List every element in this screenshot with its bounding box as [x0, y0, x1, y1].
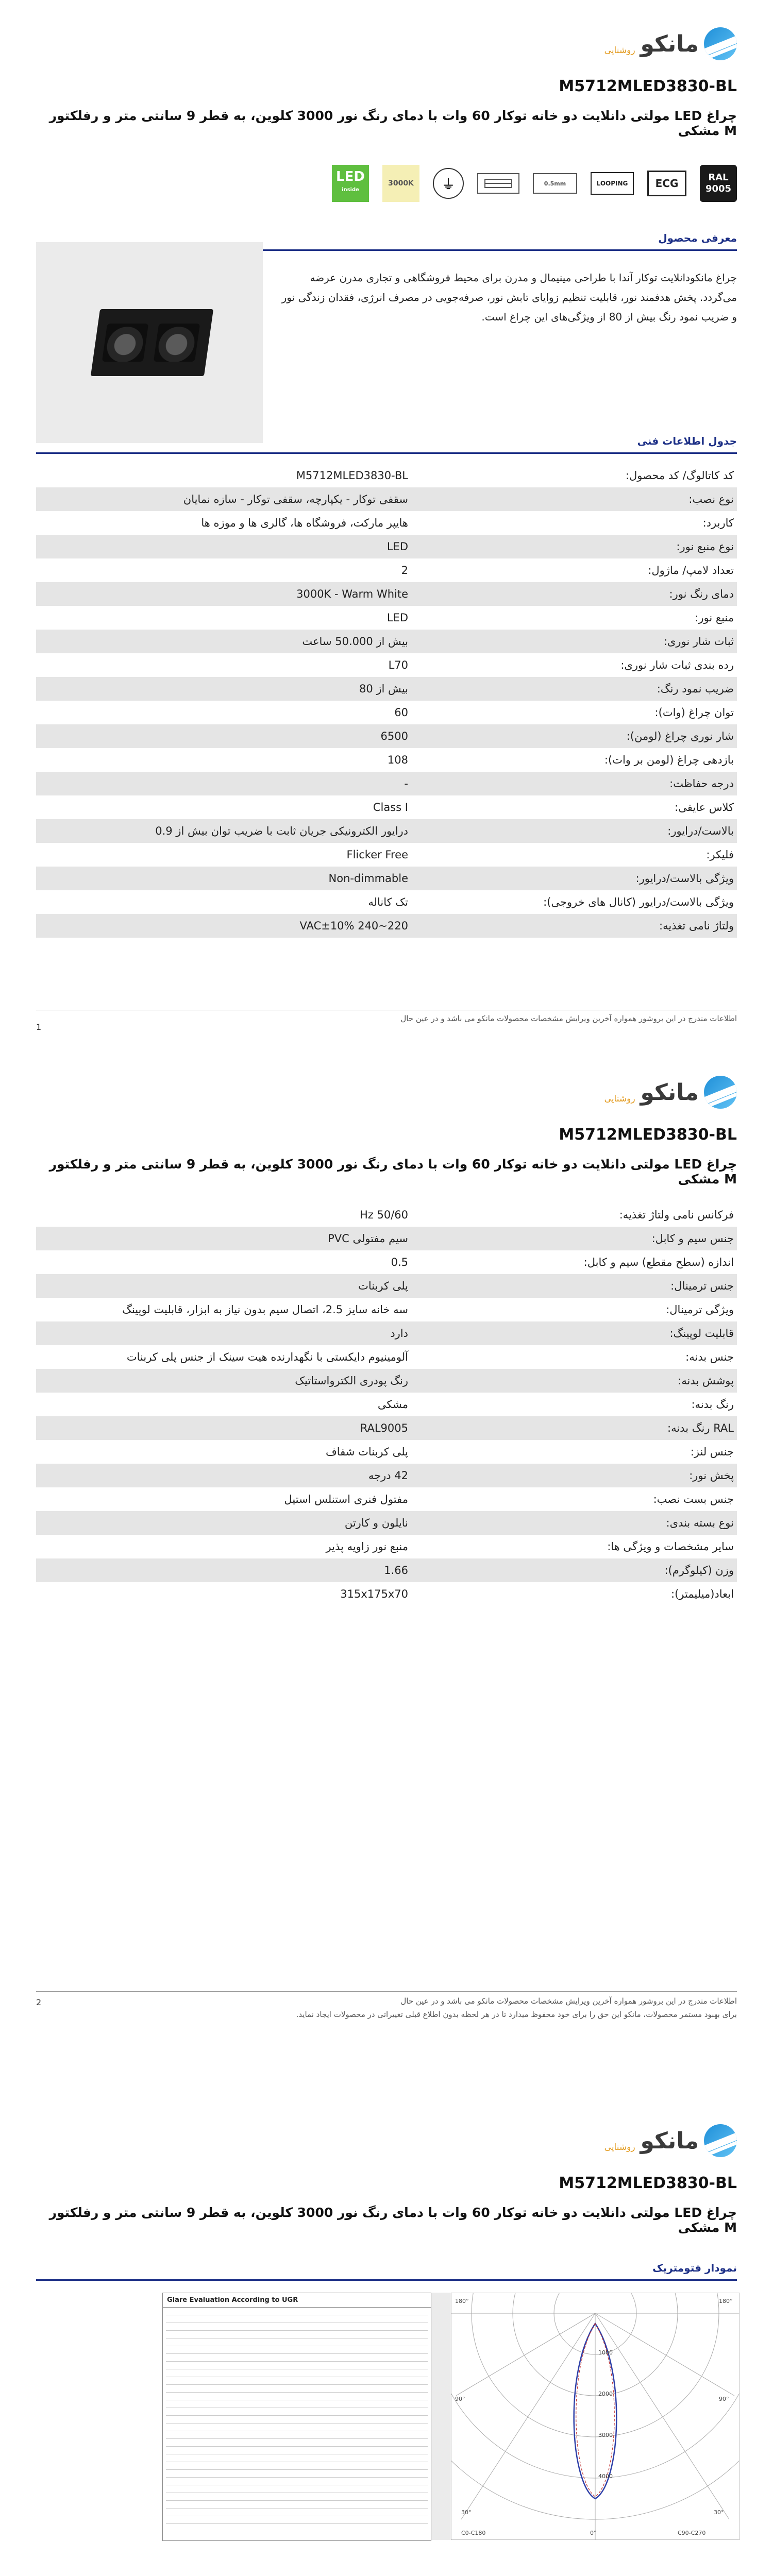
brand-logo	[604, 1074, 737, 1110]
spec-value: دارد	[36, 1321, 411, 1345]
spec-row	[36, 1558, 737, 1582]
polar-angle-90-right: 90°	[719, 2396, 729, 2402]
footer-line-2: برای بهبود مستمر محصولات، مانکو این حق را برای خود محفوظ میدارد تا در هر لحظه بدون اطلاع قبلی تغییراتی در محصولات ایجاد نماید.	[296, 2010, 737, 2019]
spec-row	[36, 487, 737, 511]
spec-label: دمای رنگ نور:	[411, 582, 737, 606]
led-icon	[332, 165, 369, 202]
glare-row	[166, 2501, 428, 2509]
glare-row	[166, 2416, 428, 2424]
spec-row	[36, 1345, 737, 1369]
spec-label: وزن (کیلوگرم):	[411, 1558, 737, 1582]
spec-value: Class I	[373, 801, 408, 814]
spec-value: 1.66	[36, 1558, 411, 1582]
spec-row	[36, 1487, 737, 1511]
spec-row	[36, 1369, 737, 1393]
glare-row	[166, 2493, 428, 2501]
page-2	[0, 1048, 773, 2094]
glare-row	[166, 2509, 428, 2516]
polar-angle-30-right: 30°	[714, 2509, 724, 2516]
spec-label: رده بندی ثبات شار نوری:	[620, 659, 734, 671]
page-number: 2	[36, 1997, 42, 2007]
spec-value: مفتول فنری استنلس استیل	[284, 1493, 408, 1505]
spec-row	[36, 653, 737, 677]
glare-row	[166, 2408, 428, 2416]
brand-name: مانکو	[640, 1079, 699, 1106]
glare-row	[166, 2385, 428, 2393]
spec-row	[36, 724, 737, 748]
spec-value: بیش از 50.000 ساعت	[36, 630, 411, 653]
brand-mark-icon	[704, 27, 737, 60]
footer-divider	[36, 1991, 737, 1992]
section-photometric	[36, 2261, 737, 2281]
spec-row	[36, 1227, 737, 1250]
spec-value: سقفی توکار - یکپارچه، سقفی توکار - سازه نمایان	[36, 487, 411, 511]
glare-row	[166, 2377, 428, 2385]
product-code: M5712MLED3830-BL	[559, 1126, 737, 1144]
intro-text: چراغ‌ مانکو‌دانلایت توکار آندا با طراحی مینیمال و مدرن برای محیط فروشگاهی و تجاری مدرن عرضه می‌گردد. پخش هدفمند نور، قابلیت تنظیم زوایای تابش نور، صرفه‌جویی در مصرف انرژی، فقدان زندگی نور و ضریب نمود رنگ بیش از 80 از ویژگی‌های این چراغ است.	[281, 272, 737, 323]
ral-color-icon	[700, 165, 737, 202]
luminaire-illustration	[91, 309, 213, 376]
page-3	[0, 2097, 773, 2576]
glare-row	[166, 2439, 428, 2447]
spec-value: RAL9005	[36, 1416, 411, 1440]
glare-title: Glare Evaluation According to UGR	[163, 2293, 431, 2308]
product-code: M5712MLED3830-BL	[559, 77, 737, 95]
spec-label: ابعاد(میلیمتر):	[671, 1588, 734, 1600]
polar-tick-2000: 2000	[598, 2391, 613, 2397]
spec-label: کلاس عایقی:	[675, 801, 734, 814]
mounting-icon	[477, 173, 519, 194]
spec-value: 50/60 Hz	[359, 1209, 408, 1221]
polar-diagram	[451, 2293, 740, 2540]
spec-table-page-1	[36, 464, 737, 938]
spec-value: مشکی	[377, 1398, 408, 1411]
spec-value: 6500	[36, 724, 411, 748]
spec-row	[36, 843, 737, 867]
brand-name: مانکو	[640, 2127, 699, 2154]
glare-row	[166, 2400, 428, 2408]
led-sub: inside	[342, 187, 359, 193]
wire-size-icon: 0.5mm	[533, 173, 577, 194]
brand-mark-icon	[704, 1076, 737, 1109]
spec-row	[36, 558, 737, 582]
spec-value: هایپر مارکت، فروشگاه ها، گالری ها و موزه ها	[201, 517, 408, 529]
polar-tick-3000: 3000	[598, 2432, 613, 2438]
glare-row	[166, 2393, 428, 2400]
glare-row	[166, 2338, 428, 2346]
product-title: چراغ LED مولتی دانلایت دو خانه توکار 60 وات با دمای رنگ نور 3000 کلوین، به قطر 9 سانتی متر و رفلکتور M مشکی	[49, 1157, 737, 1187]
spec-value: 108	[387, 754, 408, 766]
page-1	[0, 0, 773, 1046]
spec-label: شار نوری چراغ (لومن):	[411, 724, 737, 748]
brand-logo	[604, 26, 737, 62]
brand-tagline: روشنایی	[604, 1094, 635, 1104]
looping-icon: LOOPING	[591, 172, 634, 195]
spec-value: 315x175x70	[340, 1588, 408, 1600]
glare-row	[166, 2478, 428, 2485]
spec-row	[36, 867, 737, 890]
spec-row	[36, 1535, 737, 1558]
spec-label: بالاست/درایور:	[411, 819, 737, 843]
spec-row	[36, 1274, 737, 1298]
spec-row	[36, 630, 737, 653]
spec-row	[36, 795, 737, 819]
spec-value: 42 درجه	[36, 1464, 411, 1487]
glare-row	[166, 2424, 428, 2431]
spec-value: Flicker Free	[346, 849, 408, 861]
spec-row	[36, 748, 737, 772]
glare-row	[166, 2346, 428, 2354]
spec-label: RAL رنگ بدنه:	[411, 1416, 737, 1440]
spec-label: نوع نصب:	[411, 487, 737, 511]
spec-value: M5712MLED3830-BL	[296, 469, 408, 482]
spec-row	[36, 606, 737, 630]
spec-value: منبع نور زاویه پذیر	[326, 1540, 408, 1553]
spec-label: جنس سیم و کابل:	[411, 1227, 737, 1250]
footer-note	[222, 1012, 737, 1025]
spec-value: LED	[386, 612, 408, 624]
spec-label: سایر مشخصات و ویژگی ها:	[607, 1540, 734, 1553]
spec-row	[36, 890, 737, 914]
spec-label: جنس بست نصب:	[653, 1493, 734, 1505]
spec-row	[36, 1440, 737, 1464]
brand-name: مانکو	[640, 30, 699, 57]
polar-tick-1000: 1000	[598, 2349, 613, 2356]
spec-row	[36, 1582, 737, 1606]
glare-row	[166, 2454, 428, 2462]
spec-label: قابلیت لوپینگ:	[411, 1321, 737, 1345]
spec-row	[36, 1416, 737, 1440]
spec-value: سیم مفتولی PVC	[36, 1227, 411, 1250]
glare-row	[166, 2447, 428, 2454]
spec-row	[36, 511, 737, 535]
brand-logo	[604, 2123, 737, 2159]
ecg-icon: ECG	[647, 171, 686, 196]
spec-label: ثبات شار نوری:	[411, 630, 737, 653]
product-code: M5712MLED3830-BL	[559, 2174, 737, 2192]
spec-row	[36, 677, 737, 701]
spec-label: اندازه (سطح مقطع) سیم و کابل:	[583, 1256, 734, 1268]
spec-value: -	[36, 772, 411, 795]
spec-value: L70	[388, 659, 408, 671]
page-number: 1	[36, 1022, 42, 1032]
ral-label: RAL	[708, 172, 729, 183]
spec-row	[36, 582, 737, 606]
spec-label: نوع منبع نور:	[411, 535, 737, 558]
spec-label: رنگ بدنه:	[691, 1398, 734, 1411]
spec-label: جنس لنز:	[690, 1446, 734, 1458]
photometric-figure	[162, 2293, 740, 2540]
spec-row	[36, 1203, 737, 1227]
polar-angle-90: 90°	[455, 2396, 465, 2402]
polar-tick-4000: 4000	[598, 2473, 613, 2480]
spec-row	[36, 1464, 737, 1487]
brand-tagline: روشنایی	[604, 45, 635, 56]
spec-label: ولتاژ نامی تغذیه:	[411, 914, 737, 938]
spec-value: نایلون و کارتن	[36, 1511, 411, 1535]
spec-table-page-2	[36, 1203, 737, 1606]
spec-value: 0.5	[391, 1256, 408, 1268]
glare-row	[166, 2362, 428, 2369]
spec-value: رنگ پودری الکترواستاتیک	[36, 1369, 411, 1393]
spec-value: 220~240 VAC±10%	[36, 914, 411, 938]
spec-label: نوع بسته بندی:	[411, 1511, 737, 1535]
spec-value: LED	[36, 535, 411, 558]
spec-value: 3000K - Warm White	[36, 582, 411, 606]
product-title: چراغ LED مولتی دانلایت دو خانه توکار 60 وات با دمای رنگ نور 3000 کلوین، به قطر 9 سانتی متر و رفلکتور M مشکی	[49, 2205, 737, 2235]
spec-label: ضریب نمود رنگ:	[411, 677, 737, 701]
spec-label: توان چراغ (وات):	[654, 706, 734, 719]
glare-row	[166, 2323, 428, 2331]
glare-row	[166, 2431, 428, 2439]
spec-row	[36, 535, 737, 558]
product-title: چراغ LED مولتی دانلایت دو خانه توکار 60 وات با دمای رنگ نور 3000 کلوین، به قطر 9 سانتی متر و رفلکتور M مشکی	[49, 108, 737, 138]
spec-value: درایور الکترونیکی جریان ثابت با ضریب توان بیش از 0.9	[36, 819, 411, 843]
polar-angle-180: 180°	[455, 2298, 469, 2304]
spec-row	[36, 772, 737, 795]
polar-angle-0: 0°	[590, 2530, 597, 2536]
spec-label: پخش نور:	[411, 1464, 737, 1487]
spec-value: بیش از 80	[36, 677, 411, 701]
spec-value: Non-dimmable	[36, 867, 411, 890]
spec-label: درجه حفاظت:	[411, 772, 737, 795]
color-temperature-icon: 3000K	[382, 165, 419, 202]
glare-row	[166, 2462, 428, 2470]
spec-value: 2	[401, 564, 408, 577]
polar-angle-30: 30°	[461, 2509, 472, 2516]
footer-line-1: اطلاعات مندرج در این بروشور همواره آخرین ویرایش مشخصات محصولات مانکو می باشد و در عین حال	[400, 1014, 737, 1023]
spec-label: ویژگی ترمینال:	[666, 1303, 734, 1316]
ral-code: 9005	[705, 183, 732, 194]
product-image	[36, 242, 263, 443]
section-intro-title: معرفی محصول	[658, 232, 737, 244]
spec-row	[36, 1298, 737, 1321]
certification-icons	[332, 165, 737, 202]
spec-label: کد کاتالوگ/ کد محصول:	[625, 469, 734, 482]
section-specs-title: جدول اطلاعات فنی	[637, 435, 737, 447]
footer-note	[222, 1994, 737, 2021]
spec-label: جنس بدنه:	[685, 1351, 734, 1363]
spec-row	[36, 464, 737, 487]
spec-label: بازدهی چراغ (لومن بر وات):	[604, 754, 734, 766]
spec-label: پوشش بدنه:	[411, 1369, 737, 1393]
spec-label: فلیکر:	[706, 849, 734, 861]
spec-row	[36, 914, 737, 938]
glare-row	[166, 2331, 428, 2338]
polar-legend-c90: C90-C270	[678, 2530, 706, 2536]
glare-row	[166, 2354, 428, 2362]
spec-row	[36, 1250, 737, 1274]
polar-angle-180-right: 180°	[719, 2298, 733, 2304]
spec-row	[36, 819, 737, 843]
glare-evaluation-table	[162, 2293, 431, 2541]
glare-row	[166, 2315, 428, 2323]
glare-row	[166, 2470, 428, 2478]
spec-label: جنس ترمینال:	[411, 1274, 737, 1298]
ground-icon: ⏚	[433, 168, 464, 199]
spec-value: آلومینیوم دایکستی با نگهدارنده هیت سینک از جنس پلی کربنات	[126, 1351, 408, 1363]
polar-legend-c0: C0-C180	[461, 2530, 486, 2536]
glare-row	[166, 2308, 428, 2315]
section-photometric-title: نمودار فتومتریک	[652, 2262, 737, 2274]
spec-row	[36, 701, 737, 724]
spec-value: تک کاناله	[368, 896, 408, 908]
glare-row	[166, 2369, 428, 2377]
glare-row	[166, 2516, 428, 2524]
spec-row	[36, 1321, 737, 1345]
spec-value: 60	[394, 706, 408, 719]
spec-value: پلی کربنات	[36, 1274, 411, 1298]
spec-label: ویژگی بالاست/درایور:	[411, 867, 737, 890]
brand-mark-icon	[704, 2124, 737, 2157]
spec-value: پلی کربنات شفاف	[326, 1446, 408, 1458]
glare-row	[166, 2485, 428, 2493]
spec-label: منبع نور:	[695, 612, 734, 624]
spec-row	[36, 1511, 737, 1535]
footer-line-1: اطلاعات مندرج در این بروشور همواره آخرین ویرایش مشخصات محصولات مانکو می باشد و در عین حال	[400, 1996, 737, 2006]
spec-label: تعداد لامپ/ ماژول:	[648, 564, 734, 577]
led-label: LED	[336, 169, 365, 184]
spec-label: فرکانس نامی ولتاژ تغذیه:	[619, 1209, 734, 1221]
spec-value: سه خانه سایز 2.5، اتصال سیم بدون نیاز به ابزار، قابلیت لوپینگ	[122, 1303, 408, 1316]
spec-row	[36, 1393, 737, 1416]
section-specs	[36, 434, 737, 454]
spec-label: ویژگی بالاست/درایور (کانال های خروجی):	[543, 896, 734, 908]
brand-tagline: روشنایی	[604, 2142, 635, 2153]
spec-label: کاربرد:	[702, 517, 734, 529]
